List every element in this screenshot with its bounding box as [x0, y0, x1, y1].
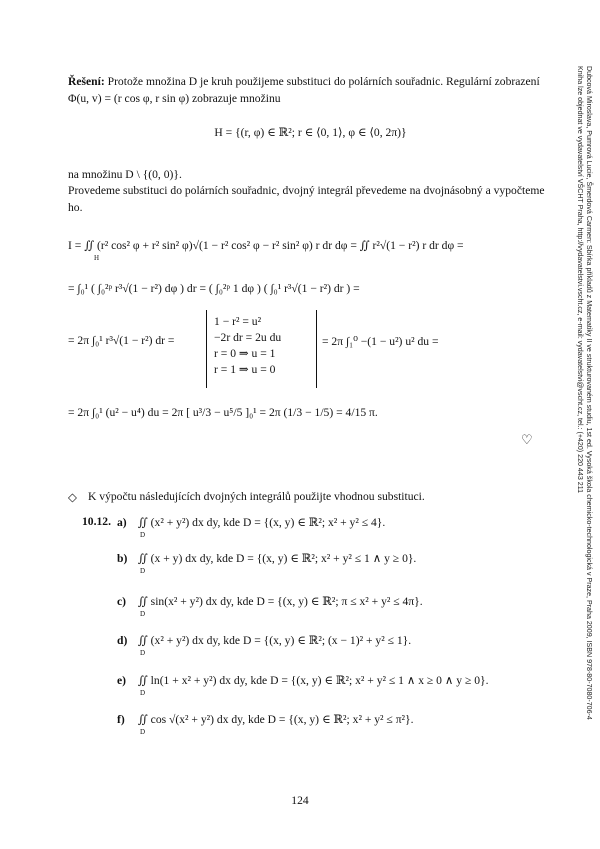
- exercise-item-e: [117, 673, 488, 687]
- set-h-definition: H = {(r, φ) ∈ ℝ²; r ∈ ⟨0, 1⟩, φ ∈ ⟨0, 2π)}: [214, 126, 407, 139]
- task-mark: ◇: [68, 491, 77, 504]
- equation-line-3-left: = 2π ∫₀¹ r³√(1 − r²) dr =: [68, 334, 175, 347]
- solution-label: Řešení:: [68, 75, 105, 88]
- equation-line-4: = 2π ∫₀¹ (u² − u⁴) du = 2π [ u³/3 − u⁵/5 ]₀¹ = 2π (1/3 − 1/5) = 4/15 π.: [68, 406, 378, 419]
- equation-line-1-domain: H: [94, 254, 100, 262]
- domain-subscript: D: [140, 567, 146, 575]
- domain-subscript: D: [140, 531, 146, 539]
- substitution-box: [214, 314, 281, 378]
- equation-line-3-right: = 2π ∫₁⁰ −(1 − u²) u² du =: [322, 335, 439, 348]
- substitution-row: 1 − r² = u²: [214, 315, 262, 328]
- item-label: b): [117, 552, 128, 565]
- item-label: c): [117, 595, 127, 608]
- end-of-solution-mark: ♡: [521, 432, 533, 447]
- exercise-item-d: [117, 633, 411, 647]
- exercise-item-b: [117, 551, 416, 565]
- exercise-item-a: [117, 515, 385, 529]
- substitution-row: r = 1 ⇒ u = 0: [214, 363, 276, 376]
- exercise-item-c: [117, 594, 423, 608]
- domain-subscript: D: [140, 728, 146, 736]
- item-text: ∬ sin(x² + y²) dx dy, kde D = {(x, y) ∈ ℝ²; π ≤ x² + y² ≤ 4π}.: [137, 595, 423, 608]
- substitution-right-bar: [316, 310, 317, 388]
- item-text: ∬ (x + y) dx dy, kde D = {(x, y) ∈ ℝ²; x² + y² ≤ 1 ∧ y ≥ 0}.: [137, 552, 417, 565]
- substitution-row: r = 0 ⇒ u = 1: [214, 347, 276, 360]
- mapping-target-text: na množinu D \ {(0, 0)}.: [68, 168, 182, 181]
- domain-subscript: D: [140, 649, 146, 657]
- domain-subscript: D: [140, 610, 146, 618]
- item-text: ∬ (x² + y²) dx dy, kde D = {(x, y) ∈ ℝ²; x² + y² ≤ 4}.: [137, 516, 386, 529]
- sidebar-line-1: Dubcová Miroslava, Pumrová Lucie, Šmerdová Carmen: Sbírka příkladů z Matematiky II ve strukturovaném studiu, 1st ed. Vysoká škola chemicko-technologická v Praze, Praha 2009, ISBN 978-80-7080-706-4: [585, 66, 593, 720]
- substitution-text: Provedeme substituci do polárních souřadnic, dvojný integrál převedeme na dvojnásobný a vypočteme ho.: [68, 184, 545, 214]
- item-label: a): [117, 516, 127, 529]
- item-text: ∬ (x² + y²) dx dy, kde D = {(x, y) ∈ ℝ²; (x − 1)² + y² ≤ 1}.: [137, 634, 412, 647]
- equation-line-1: I = ∬ (r² cos² φ + r² sin² φ)√(1 − r² cos² φ − r² sin² φ) r dr dφ = ∬ r²√(1 − r²) r dr dφ =: [68, 239, 464, 252]
- item-label: f): [117, 713, 125, 726]
- solution-paragraph: [68, 73, 553, 107]
- item-label: e): [117, 674, 127, 687]
- task-text: K výpočtu následujících dvojných integrálů použijte vhodnou substituci.: [88, 490, 425, 503]
- item-text: ∬ cos √(x² + y²) dx dy, kde D = {(x, y) ∈ ℝ²; x² + y² ≤ π²}.: [137, 713, 414, 726]
- exercise-number: 10.12.: [82, 515, 111, 528]
- exercise-item-f: [117, 712, 414, 726]
- solution-text: Protože množina D je kruh použijeme substituci do polárních souřadnic. Regulární zobrazení Φ(u, v) = (r cos φ, r sin φ) zobrazuje množinu: [68, 75, 540, 105]
- page-number: 124: [291, 794, 309, 807]
- item-text: ∬ ln(1 + x² + y²) dx dy, kde D = {(x, y) ∈ ℝ²; x² + y² ≤ 1 ∧ x ≥ 0 ∧ y ≥ 0}.: [137, 674, 489, 687]
- domain-subscript: D: [140, 689, 146, 697]
- item-label: d): [117, 634, 128, 647]
- sidebar-line-2: Kniha lze objednat ve vydavatelství VŠCHT Praha, http://vydavatelstvi.vscht.cz, e-mail: vydavatelstvi@vscht.cz, tel.: (+420) 220 443 211: [576, 66, 584, 494]
- equation-line-2: = ∫₀¹ ( ∫₀²ᵖ r³√(1 − r²) dφ ) dr = ( ∫₀²ᵖ 1 dφ ) ( ∫₀¹ r³√(1 − r²) dr ) =: [68, 282, 360, 295]
- sidebar-citation: [576, 66, 593, 786]
- substitution-row: −2r dr = 2u du: [214, 331, 282, 344]
- substitution-left-bar: [206, 310, 207, 388]
